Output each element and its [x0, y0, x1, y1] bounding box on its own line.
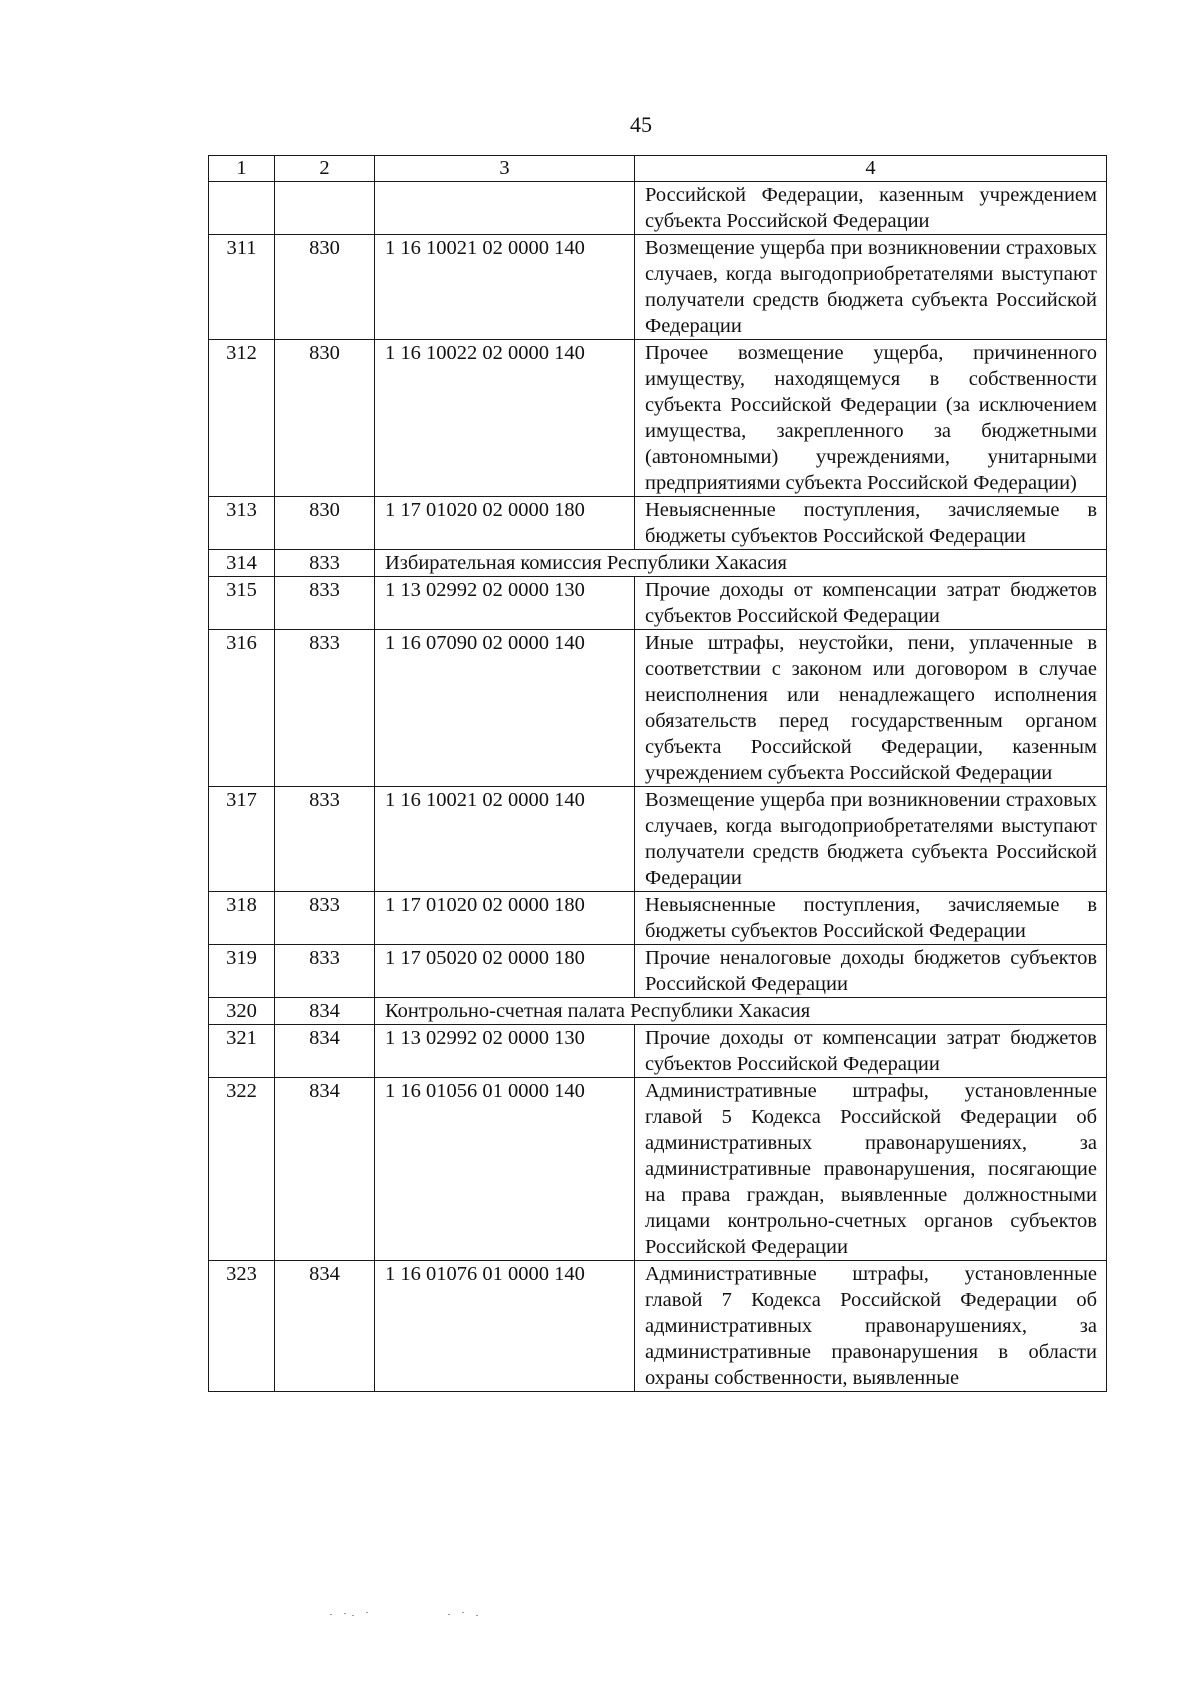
table-row — [209, 235, 1107, 340]
admin-code-cell: 833 — [275, 550, 375, 577]
income-description-cell: Прочие неналоговые доходы бюджетов субъектов Российской Федерации — [635, 945, 1107, 998]
row-number-cell: 313 — [209, 497, 275, 550]
income-description-cell: Возмещение ущерба при возникновении страховых случаев, когда выгодоприобретателями выступают получатели средств бюджета субъекта Российской Федерации — [635, 787, 1107, 892]
admin-code-cell: 830 — [275, 497, 375, 550]
table-row — [209, 787, 1107, 892]
income-description-cell: Иные штрафы, неустойки, пени, уплаченные в соответствии с законом или договором в случае неисполнения или ненадлежащего исполнения обязательств перед государственным органом субъекта Российской Федерации, казенным учреждением субъекта Российской Федерации — [635, 630, 1107, 787]
income-code-cell: 1 16 01056 01 0000 140 — [375, 1078, 635, 1261]
row-number-cell: 323 — [209, 1261, 275, 1392]
income-code-cell: 1 16 01076 01 0000 140 — [375, 1261, 635, 1392]
table-body — [209, 156, 1107, 1392]
row-number-cell: 317 — [209, 787, 275, 892]
administrator-name-cell: Избирательная комиссия Республики Хакасия — [375, 550, 1107, 577]
table-row — [209, 998, 1107, 1025]
table-row — [209, 340, 1107, 497]
header-col-2: 2 — [275, 156, 375, 182]
row-number-cell: 318 — [209, 892, 275, 945]
row-number-cell: 321 — [209, 1025, 275, 1078]
row-number-cell: 315 — [209, 577, 275, 630]
admin-code-cell — [275, 182, 375, 235]
admin-code-cell: 833 — [275, 945, 375, 998]
income-description-cell: Возмещение ущерба при возникновении страховых случаев, когда выгодоприобретателями выступают получатели средств бюджета субъекта Российской Федерации — [635, 235, 1107, 340]
administrator-name-cell: Контрольно-счетная палата Республики Хакасия — [375, 998, 1107, 1025]
admin-code-cell: 834 — [275, 998, 375, 1025]
table-row — [209, 1078, 1107, 1261]
income-description-cell: Российской Федерации, казенным учреждением субъекта Российской Федерации — [635, 182, 1107, 235]
admin-code-cell: 833 — [275, 577, 375, 630]
page-number: 45 — [630, 112, 652, 137]
table-row — [209, 1261, 1107, 1392]
income-codes-table — [208, 155, 1107, 1392]
table-row — [209, 577, 1107, 630]
income-code-cell: 1 13 02992 02 0000 130 — [375, 1025, 635, 1078]
admin-code-cell: 834 — [275, 1261, 375, 1392]
table-row — [209, 945, 1107, 998]
table-row — [209, 630, 1107, 787]
row-number-cell — [209, 182, 275, 235]
income-description-cell: Невыясненные поступления, зачисляемые в бюджеты субъектов Российской Федерации — [635, 892, 1107, 945]
income-code-cell — [375, 182, 635, 235]
table-row — [209, 497, 1107, 550]
income-code-cell: 1 16 10021 02 0000 140 — [375, 235, 635, 340]
income-code-cell: 1 17 01020 02 0000 180 — [375, 497, 635, 550]
row-number-cell: 316 — [209, 630, 275, 787]
admin-code-cell: 833 — [275, 892, 375, 945]
income-code-cell: 1 16 10022 02 0000 140 — [375, 340, 635, 497]
income-code-cell: 1 16 07090 02 0000 140 — [375, 630, 635, 787]
income-code-cell: 1 17 01020 02 0000 180 — [375, 892, 635, 945]
admin-code-cell: 833 — [275, 630, 375, 787]
table-row — [209, 550, 1107, 577]
header-col-3: 3 — [375, 156, 635, 182]
income-code-cell: 1 13 02992 02 0000 130 — [375, 577, 635, 630]
income-description-cell: Административные штрафы, установленные главой 7 Кодекса Российской Федерации об административных правонарушениях, за административные правонарушения в области охраны собственности, выявленные — [635, 1261, 1107, 1392]
admin-code-cell: 833 — [275, 787, 375, 892]
row-number-cell: 311 — [209, 235, 275, 340]
table-row — [209, 892, 1107, 945]
row-number-cell: 312 — [209, 340, 275, 497]
scan-specks — [330, 1610, 530, 1620]
income-description-cell: Невыясненные поступления, зачисляемые в бюджеты субъектов Российской Федерации — [635, 497, 1107, 550]
income-description-cell: Административные штрафы, установленные главой 5 Кодекса Российской Федерации об административных правонарушениях, за административные правонарушения, посягающие на права граждан, выявленные должностными лицами контрольно-счетных органов субъектов Российской Федерации — [635, 1078, 1107, 1261]
admin-code-cell: 834 — [275, 1025, 375, 1078]
row-number-cell: 322 — [209, 1078, 275, 1261]
admin-code-cell: 834 — [275, 1078, 375, 1261]
income-code-cell: 1 16 10021 02 0000 140 — [375, 787, 635, 892]
table-row — [209, 1025, 1107, 1078]
table-row — [209, 182, 1107, 235]
admin-code-cell: 830 — [275, 235, 375, 340]
header-col-4: 4 — [635, 156, 1107, 182]
income-description-cell: Прочие доходы от компенсации затрат бюджетов субъектов Российской Федерации — [635, 1025, 1107, 1078]
row-number-cell: 314 — [209, 550, 275, 577]
income-description-cell: Прочее возмещение ущерба, причиненного имуществу, находящемуся в собственности субъекта Российской Федерации (за исключением имущества, закрепленного за бюджетными (автономными) учреждениями, унитарными предприятиями субъекта Российской Федерации) — [635, 340, 1107, 497]
income-description-cell: Прочие доходы от компенсации затрат бюджетов субъектов Российской Федерации — [635, 577, 1107, 630]
row-number-cell: 320 — [209, 998, 275, 1025]
admin-code-cell: 830 — [275, 340, 375, 497]
header-col-1: 1 — [209, 156, 275, 182]
income-code-cell: 1 17 05020 02 0000 180 — [375, 945, 635, 998]
table-header-row — [209, 156, 1107, 182]
row-number-cell: 319 — [209, 945, 275, 998]
